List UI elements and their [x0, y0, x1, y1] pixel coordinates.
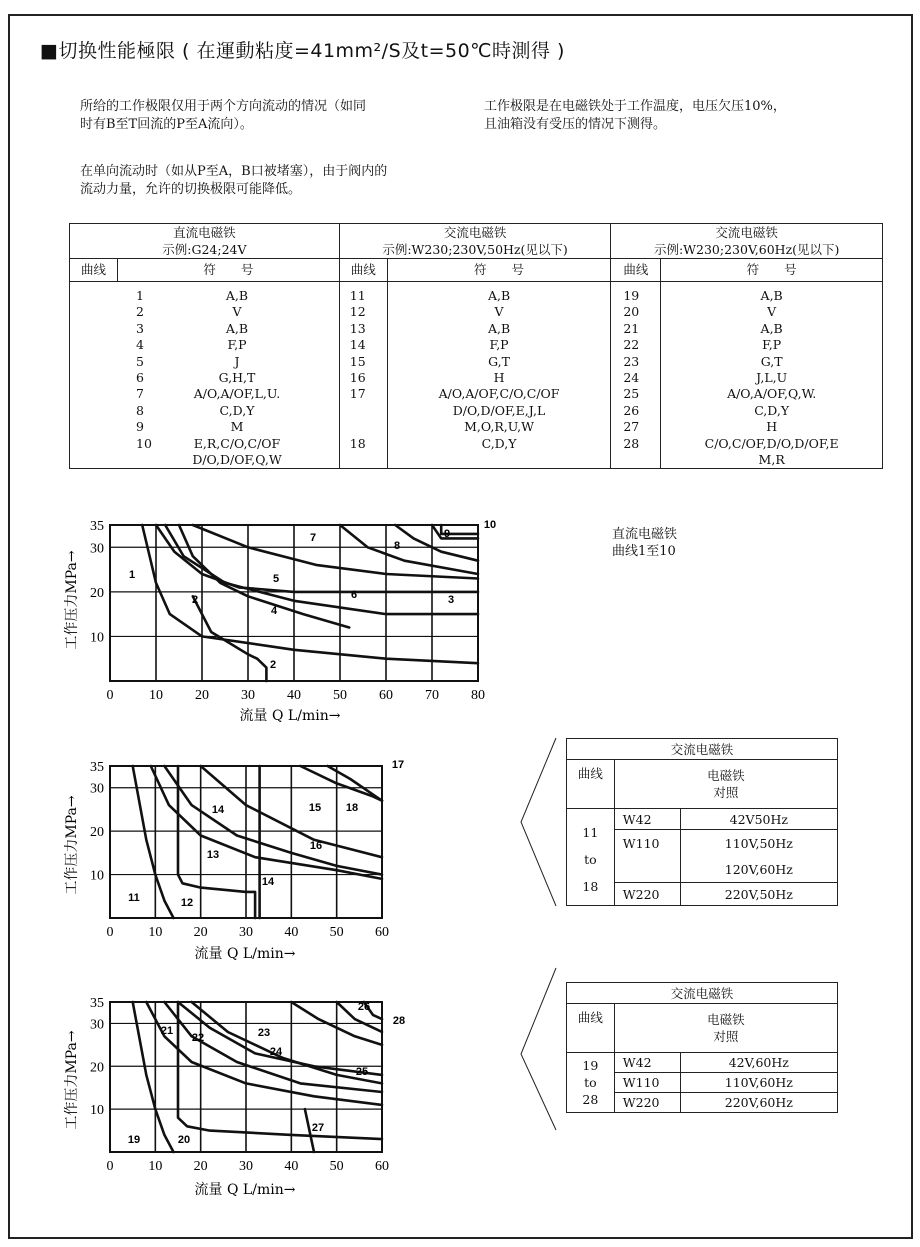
ref-code: W110	[614, 1073, 680, 1093]
curve-label-3: 3	[447, 594, 455, 606]
curve-label-12: 12	[180, 897, 194, 909]
curve-label-5: 5	[272, 573, 280, 585]
x-tick-label: 50	[333, 688, 347, 703]
x-tick-label: 30	[241, 688, 255, 703]
curve-label-28: 28	[392, 1015, 406, 1027]
curve-label-4: 4	[270, 605, 278, 617]
curve-label-2: 2	[191, 594, 199, 606]
col-header-symbol: 符 号	[387, 259, 611, 282]
symbol-list-ac50: A,B V A,B F,P G,T H A/O,A/OF,C/O,C/OF D/O,D/OF,E,J,L M,O,R,U,W C,D,Y	[387, 282, 611, 469]
col-header-symbol: 符 号	[117, 259, 339, 282]
ref-table-60hz	[566, 982, 838, 1113]
x-tick-label: 30	[239, 1159, 253, 1174]
y-tick-label: 35	[90, 996, 104, 1011]
curve-list-ac50: 11 12 13 14 15 16 17 18	[339, 282, 387, 469]
ref-head-reference: 电磁铁 对照	[614, 760, 837, 809]
ref-spec: 120V,60Hz	[680, 856, 837, 883]
group-header-ac60: 交流电磁铁 示例:W230;230V,60Hz(见以下)	[611, 224, 883, 259]
curve-label-13: 13	[206, 849, 220, 861]
x-tick-label: 40	[284, 1159, 299, 1174]
ref-curve-range: 11 to 18	[567, 809, 615, 906]
x-tick-label: 10	[148, 1159, 163, 1174]
curve-label-15: 15	[308, 802, 322, 814]
curve-label-10: 10	[483, 519, 497, 531]
ref-curve-range: 19 to 28	[567, 1053, 615, 1113]
y-tick-label: 30	[90, 1017, 104, 1033]
ref-spec: 42V,60Hz	[680, 1053, 837, 1073]
ref-code: W42	[614, 1053, 680, 1073]
ref-head-curve: 曲线	[567, 1004, 615, 1053]
curve-label-7: 7	[309, 532, 317, 544]
x-tick-label: 0	[106, 1159, 114, 1174]
y-tick-label: 10	[90, 630, 104, 646]
ref-code: W42	[614, 809, 680, 830]
curve-label-6: 6	[350, 589, 358, 601]
x-tick-label: 20	[193, 925, 208, 940]
x-tick-label: 50	[329, 1159, 344, 1174]
x-tick-label: 10	[149, 688, 163, 703]
curve-label-14: 14	[211, 804, 225, 816]
col-header-curve: 曲线	[339, 259, 387, 282]
ref-title: 交流电磁铁	[567, 739, 838, 760]
ref-spec: 220V,60Hz	[680, 1093, 837, 1113]
x-tick-label: 50	[329, 925, 344, 940]
curve-list: 1 2 3 4 5 6 7 8 9 10	[136, 288, 152, 451]
symbol-list-ac60: A,B V A,B F,P G,T J,L,U A/O,A/OF,Q,W. C,D,Y H C/O,C/OF,D/O,D/OF,E M,R	[661, 282, 883, 469]
curve-label-8: 8	[393, 540, 401, 552]
x-axis-label: 流量 Q L/min→	[194, 1182, 296, 1198]
y-tick-label: 35	[90, 519, 104, 534]
y-axis-label: 工作压力MPa→	[64, 795, 80, 895]
curve-label-22: 22	[191, 1032, 205, 1044]
curve-label-20: 20	[177, 1134, 191, 1146]
y-tick-label: 10	[90, 1103, 104, 1119]
text-line: 且油箱没有受压的情况下测得。	[484, 117, 667, 132]
curve-label-16: 16	[309, 840, 323, 852]
ref-spec: 42V50Hz	[680, 809, 837, 830]
col-header-symbol: 符 号	[661, 259, 883, 282]
curve-label-18: 18	[345, 802, 359, 814]
curve-label-14: 14	[261, 876, 275, 888]
x-tick-label: 40	[287, 688, 301, 703]
curve-label-19: 19	[127, 1134, 141, 1146]
group-header-ac50: 交流电磁铁 示例:W230;230V,50Hz(见以下)	[339, 224, 611, 259]
text-line: 工作极限是在电磁铁处于工作温度，电压欠压10%，	[484, 99, 786, 114]
text-line: 所给的工作极限仅用于两个方向流动的情况（如同	[80, 99, 367, 114]
curve-label-2: 2	[269, 659, 277, 671]
curve-label-17: 17	[391, 759, 405, 771]
x-tick-label: 70	[425, 688, 439, 703]
y-tick-label: 20	[90, 585, 104, 601]
ref-code: W110	[614, 830, 680, 883]
ref-code: W220	[614, 883, 680, 906]
text-line: 时有B至T回流的P至A流向）。	[80, 117, 253, 132]
y-tick-label: 20	[90, 825, 104, 841]
ref-spec: 110V,50Hz	[680, 830, 837, 857]
curve-label-21: 21	[160, 1025, 174, 1037]
curve-label-24: 24	[269, 1046, 283, 1058]
col-header-curve: 曲线	[611, 259, 661, 282]
series-curve-24	[178, 1002, 382, 1075]
y-tick-label: 30	[90, 541, 104, 557]
x-tick-label: 30	[239, 925, 253, 940]
curve-label-27: 27	[311, 1122, 325, 1134]
ref-title: 交流电磁铁	[567, 983, 838, 1004]
ref-head-reference: 电磁铁 对照	[614, 1004, 837, 1053]
curve-list-ac60: 19 20 21 22 23 24 25 26 27 28	[611, 282, 661, 469]
ref-table-50hz	[566, 738, 838, 906]
y-tick-label: 30	[90, 781, 104, 797]
text-line: 流动力量，允许的切换极限可能降低。	[80, 182, 302, 197]
curve-label-9: 9	[443, 528, 451, 540]
x-tick-label: 10	[148, 925, 163, 940]
symbol-list: A,B V A,B F,P J G,H,T A/O,A/OF,L,U. C,D,Y M E,R,C/O,C/OF D/O,D/OF,Q,W	[192, 288, 282, 467]
x-tick-label: 20	[195, 688, 209, 703]
page-title: ■切换性能極限 ( 在運動粘度=41mm²/S及t=50℃時測得 )	[40, 40, 565, 62]
x-tick-label: 40	[284, 925, 299, 940]
x-axis-label: 流量 Q L/min→	[239, 708, 341, 724]
x-axis-label: 流量 Q L/min→	[194, 946, 296, 962]
curve-label-1: 1	[128, 569, 136, 581]
x-tick-label: 60	[375, 1159, 389, 1174]
x-tick-label: 60	[375, 925, 389, 940]
curve-label-25: 25	[355, 1066, 369, 1078]
x-tick-label: 60	[379, 688, 393, 703]
ref-head-curve: 曲线	[567, 760, 615, 809]
x-tick-label: 0	[106, 925, 114, 940]
y-axis-label: 工作压力MPa→	[64, 1030, 80, 1130]
ref-spec: 220V,50Hz	[680, 883, 837, 906]
text-line: 在单向流动时（如从P至A，B口被堵塞），由于阀内的	[80, 164, 388, 179]
x-tick-label: 80	[471, 688, 485, 703]
ref-spec: 110V,60Hz	[680, 1073, 837, 1093]
x-tick-label: 20	[193, 1159, 208, 1174]
y-tick-label: 35	[90, 760, 104, 775]
chart1-caption: 直流电磁铁 曲线1至10	[612, 527, 678, 559]
group-header-dc: 直流电磁铁 示例:G24;24V	[70, 224, 340, 259]
x-tick-label: 0	[106, 688, 114, 703]
col-header-curve: 曲线	[70, 259, 118, 282]
y-tick-label: 20	[90, 1060, 104, 1076]
curve-label-11: 11	[128, 892, 140, 904]
curve-label-26: 26	[357, 1001, 371, 1013]
y-axis-label: 工作压力MPa→	[64, 550, 80, 650]
curve-label-23: 23	[257, 1027, 271, 1039]
ref-code: W220	[614, 1093, 680, 1113]
y-tick-label: 10	[90, 868, 104, 884]
